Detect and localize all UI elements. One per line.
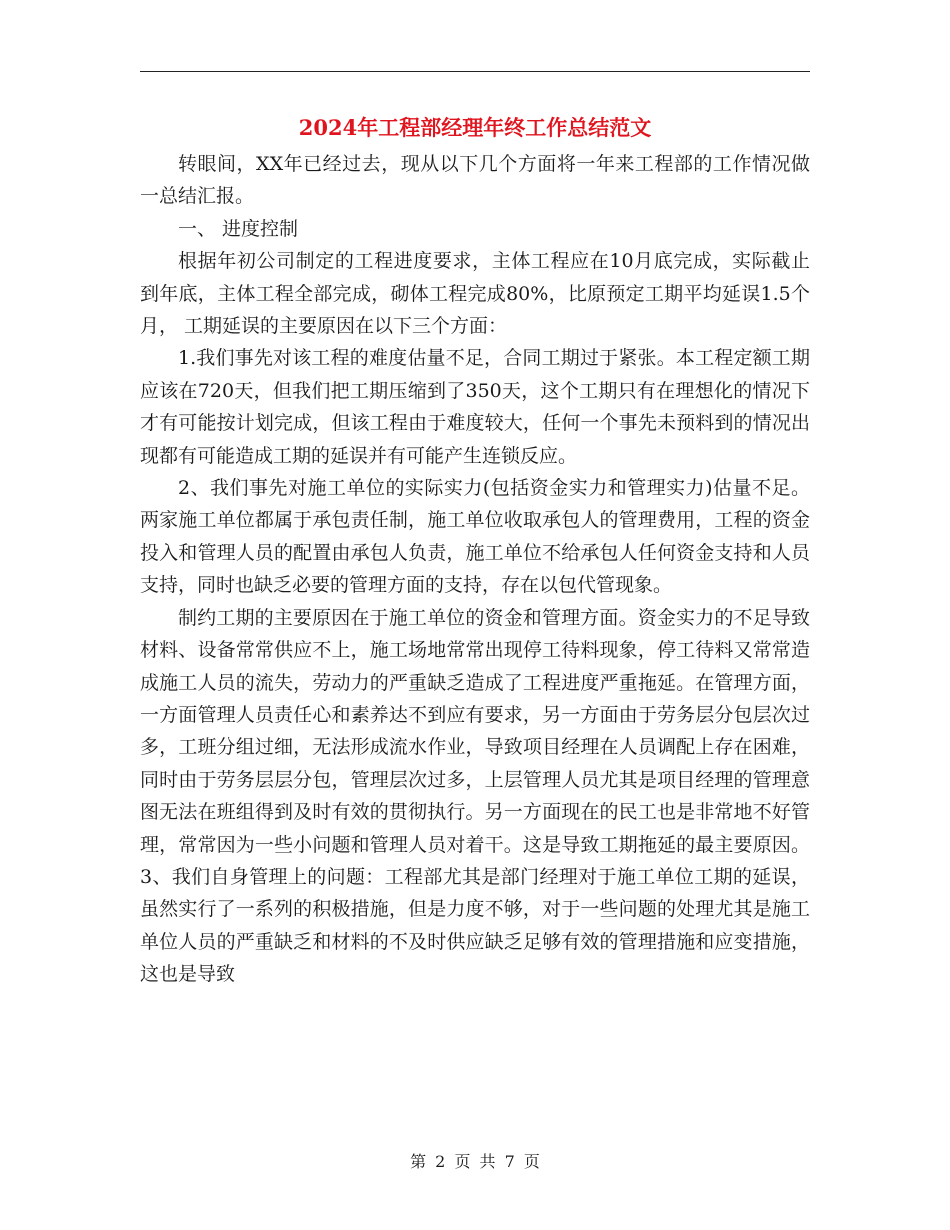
paragraph-main-cause: 制约工期的主要原因在于施工单位的资金和管理方面。资金实力的不足导致材料、设备常常供应不上，施工场地常常出现停工待料现象，停工待料又常常造成施工人员的流失，劳动力的严重缺乏造成了工程进度严重拖延。在管理方面，一方面管理人员责任心和素养达不到应有要求，另一方面由于劳务层分包层次过多，工班分组过细，无法形成流水作业，导致项目经理在人员调配上存在困难，同时由于劳务层层分包，管理层次过多，上层管理人员尤其是项目经理的管理意图无法在班组得到及时有效的贯彻执行。另一方面现在的民工也是非常地不好管理，常常因为一些小问题和管理人员对着干。这是导致工期拖延的最主要原因。 3、我们自身管理上的问题：工程部尤其是部门经理对于施工单位工期的延误，虽然实行了一系列的积极措施，但是力度不够，对于一些问题的处理尤其是施工单位人员的严重缺乏和材料的不及时供应缺乏足够有效的管理措施和应变措施，这也是导致 — [140, 606, 810, 986]
paragraph-progress-summary: 根据年初公司制定的工程进度要求，主体工程应在10月底完成，实际截止到年底，主体工程全部完成，砌体工程完成80%，比原预定工期平均延误1.5个月， 工期延误的主要原因在以下三个方面： — [140, 250, 810, 338]
document-body — [140, 148, 810, 991]
header-rule — [140, 71, 810, 72]
paragraph-intro: 转眼间，XX年已经过去，现从以下几个方面将一年来工程部的工作情况做一总结汇报。 — [140, 153, 810, 208]
section-heading-progress-control: 一、 进度控制 — [178, 217, 299, 240]
page-number-footer: 第 2 页 共 7 页 — [410, 1152, 540, 1171]
document-title: 2024年工程部经理年终工作总结范文 — [298, 115, 652, 140]
paragraph-reason-1: 1.我们事先对该工程的难度估量不足，合同工期过于紧张。本工程定额工期应该在720天，但我们把工期压缩到了350天，这个工期只有在理想化的情况下才有可能按计划完成，但该工程由于难度较大，任何一个事先未预料到的情况出现都有可能造成工期的延误并有可能产生连锁反应。 — [140, 347, 810, 467]
paragraph-reason-2: 2、我们事先对施工单位的实际实力(包括资金实力和管理实力)估量不足。两家施工单位都属于承包责任制，施工单位收取承包人的管理费用，工程的资金投入和管理人员的配置由承包人负责，施工单位不给承包人任何资金支持和人员支持，同时也缺乏必要的管理方面的支持，存在以包代管现象。 — [140, 477, 810, 597]
